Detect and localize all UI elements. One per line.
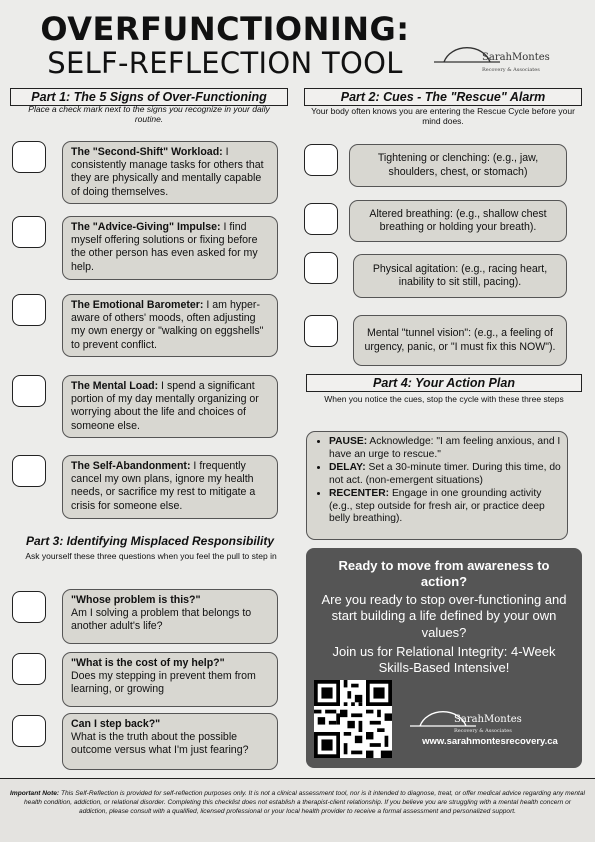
item-text: I spend a significant portion of my day mentally organizing or worrying about the life and choices of someone else. bbox=[71, 380, 259, 432]
part3-item-3 bbox=[62, 713, 278, 770]
part2-item-2 bbox=[349, 200, 567, 242]
item-title: The Self-Abandonment: bbox=[71, 460, 191, 472]
part3-checkbox-1[interactable] bbox=[12, 591, 46, 623]
action-plan-card bbox=[306, 431, 568, 540]
part1-instructions: Place a check mark next to the signs you recognize in your daily routine. bbox=[28, 104, 270, 125]
disclaimer-label: Important Note: bbox=[10, 790, 60, 797]
item-title: The "Advice-Giving" Impulse: bbox=[71, 221, 221, 233]
part1-item-5 bbox=[62, 455, 278, 519]
part2-checkbox-4[interactable] bbox=[304, 315, 338, 347]
logo-subtitle: Recovery & Associates bbox=[482, 67, 540, 73]
part1-item-4 bbox=[62, 375, 278, 438]
step-label: RECENTER: bbox=[329, 488, 390, 500]
part2-heading: Part 2: Cues - The "Rescue" Alarm bbox=[304, 88, 582, 106]
part2-checkbox-3[interactable] bbox=[304, 252, 338, 284]
step-label: DELAY: bbox=[329, 462, 366, 474]
part1-checkbox-4[interactable] bbox=[12, 375, 46, 407]
cta-body: Are you ready to stop over-functioning and start building a life defined by your own values? bbox=[321, 592, 567, 640]
part1-checkbox-5[interactable] bbox=[12, 455, 46, 487]
cta-join: Join us for Relational Integrity: 4-Week Skills-Based Intensive! bbox=[332, 644, 556, 676]
part2-item-4 bbox=[353, 315, 567, 366]
step-recenter bbox=[329, 488, 561, 526]
item-text: Mental "tunnel vision": (e.g., a feeling of urgency, panic, or "I must fix this NOW"). bbox=[364, 327, 556, 353]
item-text: I frequently cancel my own plans, ignore my health needs, or sacrifice my rest to mitigate a crisis for someone else. bbox=[71, 460, 256, 512]
part3-item-2 bbox=[62, 652, 278, 707]
item-title: "What is the cost of my help?" bbox=[71, 657, 225, 669]
part1-checkbox-2[interactable] bbox=[12, 216, 46, 248]
step-text: Set a 30-minute timer. During this time, do not act. (non-emergent situations) bbox=[329, 462, 561, 486]
website-link[interactable]: www.sarahmontesrecovery.ca bbox=[422, 736, 558, 747]
item-title: The Mental Load: bbox=[71, 380, 159, 392]
disclaimer-footer bbox=[0, 778, 595, 842]
part2-item-1 bbox=[349, 144, 567, 187]
item-title: The "Second-Shift" Workload: bbox=[71, 146, 223, 158]
cta-heading: Ready to move from awareness to action? bbox=[338, 558, 550, 590]
part1-checkbox-3[interactable] bbox=[12, 294, 46, 326]
item-text: What is the truth about the possible outcome versus what I'm just fearing? bbox=[71, 731, 249, 757]
part1-checkbox-1[interactable] bbox=[12, 141, 46, 173]
part1-item-3 bbox=[62, 294, 278, 357]
item-text: Altered breathing: (e.g., shallow chest breathing or holding your breath). bbox=[369, 207, 547, 233]
part2-checkbox-2[interactable] bbox=[304, 203, 338, 235]
step-text: Engage in one grounding activity (e.g., step outside for fresh air, or practice deep belly breathing). bbox=[329, 488, 545, 525]
part3-item-1 bbox=[62, 589, 278, 644]
cta-logo-name: SarahMontes bbox=[454, 714, 522, 725]
item-text: Does my stepping in prevent them from learning, or growing bbox=[71, 670, 256, 696]
item-text: Physical agitation: (e.g., racing heart, inability to sit still, pacing). bbox=[372, 262, 548, 288]
part2-item-3 bbox=[353, 254, 567, 298]
page-title: OVERFUNCTIONING: bbox=[40, 10, 410, 48]
part1-heading: Part 1: The 5 Signs of Over-Functioning bbox=[10, 88, 288, 106]
item-text: Am I solving a problem that belongs to another adult's life? bbox=[71, 607, 252, 633]
qr-code-icon[interactable] bbox=[314, 680, 392, 758]
part3-instructions: Ask yourself these three questions when you feel the pull to step in bbox=[25, 551, 277, 561]
item-title: The Emotional Barometer: bbox=[71, 299, 204, 311]
part3-heading: Part 3: Identifying Misplaced Responsibility bbox=[25, 534, 275, 548]
part4-instructions: When you notice the cues, stop the cycle with these three steps bbox=[324, 394, 564, 404]
part3-checkbox-2[interactable] bbox=[12, 653, 46, 685]
item-text: Tightening or clenching: (e.g., jaw, shoulders, chest, or stomach) bbox=[377, 152, 539, 178]
item-title: Can I step back?" bbox=[71, 718, 161, 730]
part1-item-1 bbox=[62, 141, 278, 204]
step-text: Acknowledge: "I am feeling anxious, and I have an urge to rescue." bbox=[329, 436, 561, 460]
part2-instructions: Your body often knows you are entering the Rescue Cycle before your mind does. bbox=[311, 106, 575, 127]
step-pause bbox=[329, 436, 561, 461]
disclaimer-text: This Self-Reflection is provided for self-reflection purposes only. It is not a clinical assessment tool, nor is it intended to diagnose, treat, or offer medical advice regarding any mental health condition, addiction, or relational disorder. Completing this checklist does not establish a therapist-client relationship. If you believe you are struggling with a mental health concern or addiction, please consult with a qualified, licensed professional or your local health provider to receive a formal assessment and personalized support. bbox=[24, 790, 585, 816]
step-label: PAUSE: bbox=[329, 436, 368, 447]
cta-logo-subtitle: Recovery & Associates bbox=[454, 728, 512, 734]
step-delay bbox=[329, 462, 561, 487]
part2-checkbox-1[interactable] bbox=[304, 144, 338, 176]
item-title: "Whose problem is this?" bbox=[71, 594, 201, 606]
part1-item-2 bbox=[62, 216, 278, 280]
header-logo bbox=[432, 40, 582, 80]
part4-heading: Part 4: Your Action Plan bbox=[306, 374, 582, 392]
part3-checkbox-3[interactable] bbox=[12, 715, 46, 747]
logo-name: SarahMontes bbox=[482, 52, 550, 63]
item-text: I consistently manage tasks for others that they are physically and mentally capable of doing themselves. bbox=[71, 146, 264, 198]
page-subtitle: SELF-REFLECTION TOOL bbox=[47, 46, 403, 80]
cta-panel bbox=[306, 548, 582, 768]
item-text: I am hyper-aware of others' moods, often adjusting my own energy or "walking on eggshells" to prevent conflict. bbox=[71, 299, 264, 351]
item-text: I find myself offering solutions or fixing before the other person has even asked for my help. bbox=[71, 221, 258, 273]
